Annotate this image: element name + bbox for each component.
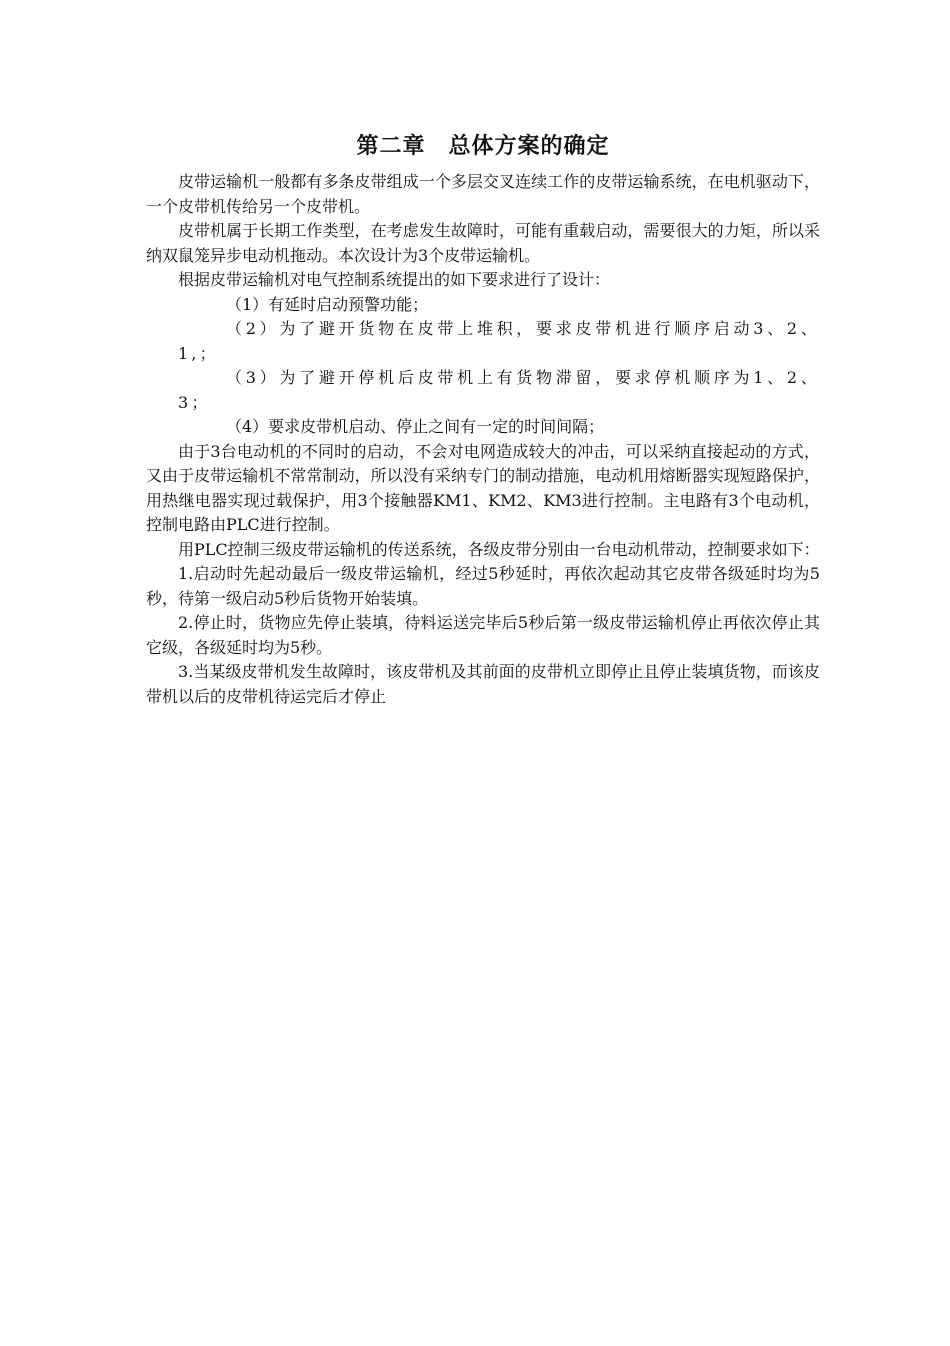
paragraph-plc-control: 用PLC控制三级皮带运输机的传送系统，各级皮带分别由一台电动机带动，控制要求如下： bbox=[178, 539, 820, 559]
chapter-title: 第二章 总体方案的确定 bbox=[356, 134, 610, 159]
paragraph-requirements-lead: 根据皮带运输机对电气控制系统提出的如下要求进行了设计： bbox=[178, 270, 611, 289]
control-item-3: 3.当某级皮带机发生故障时，该皮带机及其前面的皮带机立即停止且停止装填货物，而该皮带机以后的皮带机待运完后才停止 bbox=[146, 662, 820, 706]
control-item-1: 1.启动时先起动最后一级皮带运输机，经过5秒延时，再依次起动其它皮带各级延时均为5秒，待第一级启动5秒后货物开始装填。 bbox=[146, 564, 820, 608]
document-page bbox=[146, 128, 820, 709]
requirement-item-4: （4）要求皮带机启动、停止之间有一定的时间间隔； bbox=[226, 417, 605, 436]
requirement-item-1: （1）有延时启动预警功能； bbox=[226, 294, 429, 314]
control-item-2: 2.停止时，货物应先停止装填，待料运送完毕后5秒后第一级皮带运输机停止再依次停止其它级，各级延时均为5秒。 bbox=[146, 613, 820, 657]
paragraph-motor-type: 皮带机属于长期工作类型，在考虑发生故障时，可能有重载启动，需要很大的力矩，所以采纳双鼠笼异步电动机拖动。本次设计为3个皮带运输机。 bbox=[146, 221, 820, 265]
paragraph-protection: 由于3台电动机的不同时的启动，不会对电网造成较大的冲击，可以采纳直接起动的方式，又由于皮带运输机不常常制动，所以没有采纳专门的制动措施，电动机用熔断器实现短路保护，用热继电器实现过载保护，用3个接触器KM1、KM2、KM3进行控制。主电路有3个电动机，控制电路由PLC进行控制。 bbox=[146, 441, 820, 534]
paragraph-intro: 皮带运输机一般都有多条皮带组成一个多层交叉连续工作的皮带运输系统，在电机驱动下，一个皮带机传给另一个皮带机。 bbox=[146, 172, 820, 216]
requirement-item-2: （2）为了避开货物在皮带上堆积，要求皮带机进行顺序启动3、2、1,； bbox=[178, 319, 820, 363]
requirement-item-3: （3）为了避开停机后皮带机上有货物滞留，要求停机顺序为1、2、3； bbox=[178, 368, 820, 412]
